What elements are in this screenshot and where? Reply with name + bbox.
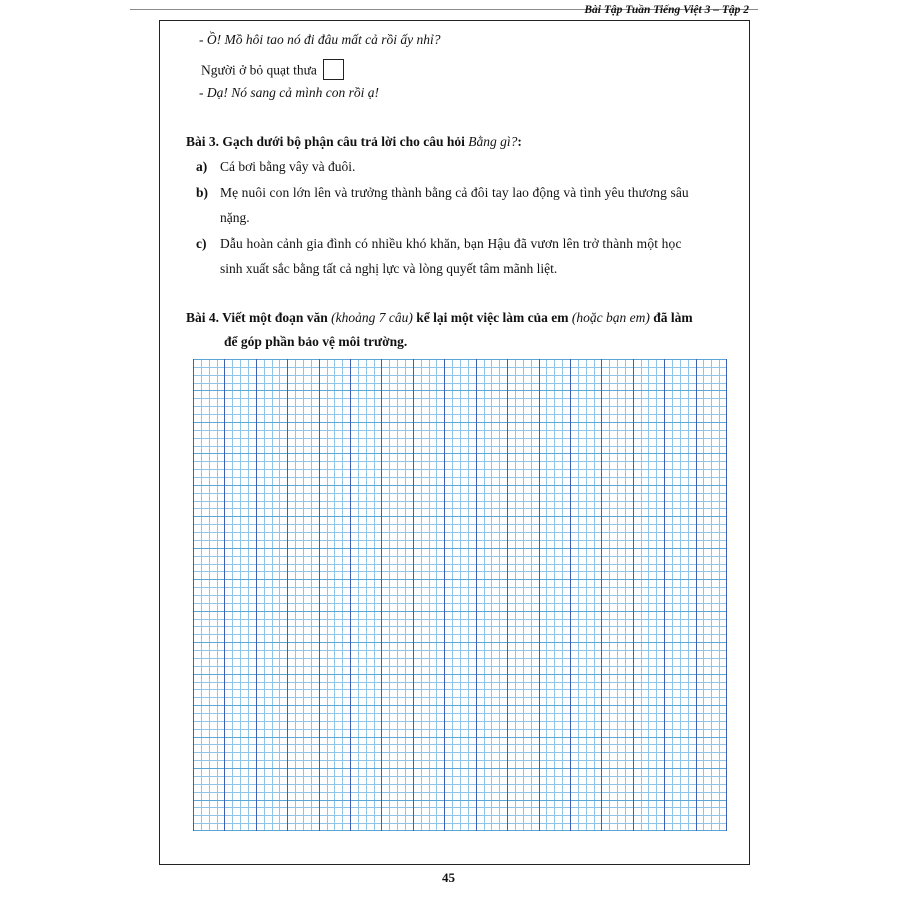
exercise-4-title-part-5: đã làm [649,310,693,325]
exercise-4-title [186,310,693,326]
exercise-3-title-question: Bằng gì? [468,134,518,149]
item-a-label: a) [196,159,208,174]
dialogue-line-1: - Ồ! Mồ hôi tao nó đi đâu mất cả rồi ấy nhỉ? [199,32,441,47]
dialogue-line-2 [201,61,344,82]
page-number: 45 [442,870,455,885]
dialogue-line-3: - Dạ! Nó sang cả mình con rồi ạ! [199,85,379,100]
exercise-4-title-line-2: để góp phần bảo vệ môi trường. [224,334,408,349]
item-a-text: Cá bơi bằng vây và đuôi. [220,159,356,174]
item-b-text-line-1: Mẹ nuôi con lớn lên và trưởng thành bằng cả đôi tay lao động và tình yêu thương sâu [220,185,689,200]
header-title: Bài Tập Tuần Tiếng Việt 3 – Tập 2 [584,4,749,16]
answer-box[interactable] [323,59,344,80]
writing-grid-svg [193,359,727,831]
item-c-text-line-1: Dẫu hoàn cảnh gia đình có nhiều khó khăn, bạn Hậu đã vươn lên trở thành một học [220,236,682,251]
dialogue-line-2-text: Người ở bỏ quạt thưa [201,62,317,78]
exercise-4-title-part-4: (hoặc bạn em) [571,310,650,325]
exercise-3-title-main: Bài 3. Gạch dưới bộ phận câu trả lời cho câu hỏi [186,134,469,149]
item-b-label: b) [196,185,209,200]
item-c-label: c) [196,236,207,251]
exercise-4-title-part-1: Bài 4. Viết một đoạn văn [186,310,332,325]
exercise-4-title-part-2: (khoảng 7 câu) [331,310,413,325]
item-c-text-line-2: sinh xuất sắc bằng tất cả nghị lực và lòng quyết tâm mãnh liệt. [220,261,558,276]
item-b-text-line-2: nặng. [220,210,250,225]
exercise-3-title [186,134,522,150]
exercise-4-title-part-3: kể lại một việc làm của em [412,310,572,325]
writing-grid[interactable] [193,359,727,831]
exercise-3-title-end: : [517,134,522,149]
